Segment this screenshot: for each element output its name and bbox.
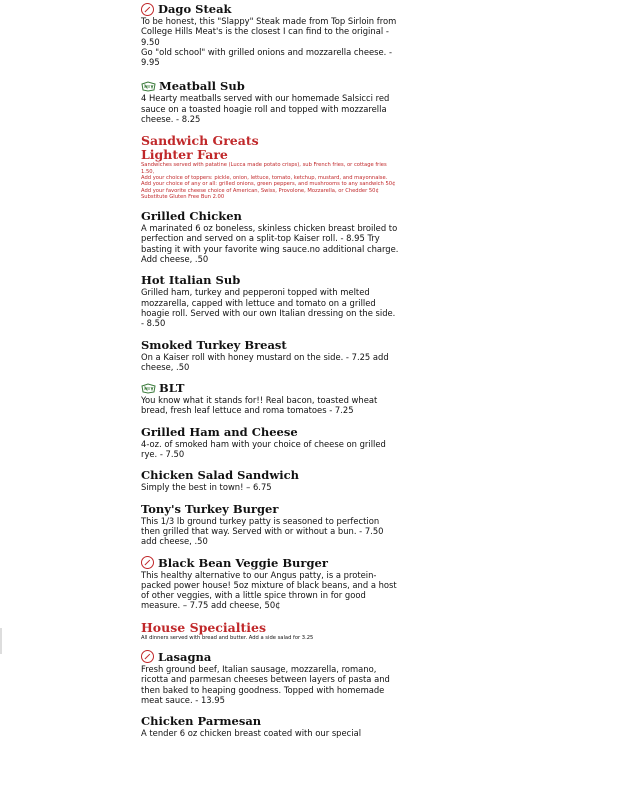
item-title: Chicken Salad Sandwich [141,468,299,483]
section-note: Substitute Gluten Free Bun 2.00 [141,193,225,200]
item-title: Chicken Parmesan [141,714,262,729]
item-description: Simply the best in town! – 6.75 [141,482,272,493]
item-title: Grilled Chicken [141,209,242,224]
section-subtitle: Lighter Fare [141,147,228,163]
menu-item-chicken-salad [141,468,399,492]
new-badge-icon [141,81,156,92]
item-title: Black Bean Veggie Burger [158,555,328,570]
section-note: All dinners served with bread and butter. Add a side salad for 3.25 [141,634,314,641]
section-sandwich-greats [141,134,399,200]
menu-page [141,0,399,738]
item-description: Grilled ham, turkey and pepperoni topped with melted mozzarella, capped with lettuce and tomato on a grilled hoagie roll. Served with our own Italian dressing on the side. - 8.50 [141,287,396,329]
menu-item-lasagna [141,650,399,705]
menu-item-meatball-sub [141,79,399,124]
section-note: Add your choice of any or all: grilled onions, green peppers, and mushrooms to any sandwich 50¢ [141,181,396,188]
section-note: Add your choice of toppers: pickle, onion, lettuce, tomato, ketchup, mustard, and mayonnaise. [141,174,388,181]
item-title: Dago Steak [158,2,232,16]
section-title: Sandwich Greats [141,133,259,149]
section-title: House Specialties [141,619,267,635]
menu-item-grilled-chicken [141,209,399,264]
menu-item-chicken-parmesan [141,714,399,738]
menu-item-black-bean-burger [141,556,399,611]
item-title: BLT [159,381,185,396]
item-description: To be honest, this "Slappy" Steak made from Top Sirloin from College Hills Meat's is the closest I can find to the original - 9.50 Go "old school" with grilled onions and mozzarella cheese. - 9.95 [141,16,397,68]
new-badge-icon [141,383,156,394]
item-title: Grilled Ham and Cheese [141,424,298,439]
page-edge-mark [0,628,2,654]
section-note: Add your favorite cheese choice of American, Swiss, Provolone, Mozzarella, or Chedder 50¢ [141,187,379,194]
item-description: 4 Hearty meatballs served with our homemade Salsicci red sauce on a toasted hoagie roll and topped with mozzarella cheese. - 8.25 [141,93,390,125]
item-title: Smoked Turkey Breast [141,337,287,352]
item-description: 4-oz. of smoked ham with your choice of cheese on grilled rye. - 7.50 [141,438,386,460]
menu-item-grilled-ham-cheese [141,425,399,460]
menu-item-hot-italian-sub [141,273,399,328]
item-title: Meatball Sub [159,79,245,94]
item-description: This healthy alternative to our Angus patty, is a protein-packed power house! 5oz mixture of black beans, and a host of other veggies, with a little spice thrown in for good measure. – 7.75 add cheese, 50¢ [141,569,397,611]
vegetarian-circle-icon [141,650,154,663]
item-description: You know what it stands for!! Real bacon, toasted wheat bread, fresh leaf lettuce and roma tomatoes - 7.25 [141,395,378,416]
menu-item-smoked-turkey [141,338,399,373]
menu-item-blt [141,381,399,416]
item-description: On a Kaiser roll with honey mustard on the side. - 7.25 add cheese, .50 [141,351,389,372]
vegetarian-circle-icon [141,556,154,569]
vegetarian-circle-icon [141,3,154,16]
item-title: Lasagna [158,649,212,664]
menu-item-tonys-turkey-burger [141,502,399,547]
item-description: A marinated 6 oz boneless, skinless chicken breast broiled to perfection and served on a split-top Kaiser roll. - 8.95 Try basting it with your favorite wing sauce.no additional charge. Add cheese, .50 [141,223,399,265]
item-title: Tony's Turkey Burger [141,501,279,516]
menu-item-dago-steak [141,2,399,67]
item-description: Fresh ground beef, Italian sausage, mozzarella, romano, ricotta and parmesan cheeses between layers of pasta and then baked to heaping goodness. Topped with homemade meat sauce. - 13.95 [141,663,390,705]
item-title: Hot Italian Sub [141,273,241,288]
section-note: Sandwiches served with patatine (Lucca made potato crisps), sub French fries, or cottage fries 1.50, [141,162,387,175]
item-description: A tender 6 oz chicken breast coated with our special [141,728,362,739]
section-house-specialties [141,621,399,641]
item-description: This 1/3 lb ground turkey patty is seasoned to perfection then grilled that way. Served with or without a bun. - 7.50 add cheese, .50 [141,515,384,547]
